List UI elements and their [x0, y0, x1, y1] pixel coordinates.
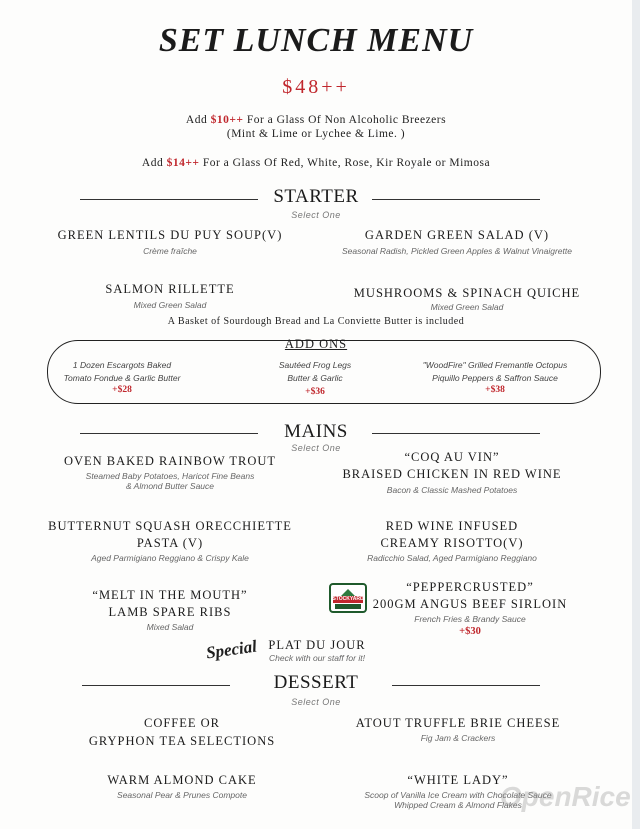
- add-on-price: +$36: [305, 387, 325, 397]
- add-on-item: Sautéed Frog Legs Butter & Garlic +$36: [245, 359, 385, 397]
- plat-du-jour: PLAT DU JOUR Check with our staff for it!: [268, 638, 366, 663]
- dish-desc: Seasonal Radish, Pickled Green Apples & Walnut Vinaigrette: [342, 246, 572, 256]
- add-on-price: +$28: [112, 385, 132, 395]
- add-on-price: +$38: [485, 385, 505, 395]
- dish-desc: Crème fraîche: [143, 246, 197, 256]
- starter-heading: STARTER: [273, 186, 359, 207]
- main-item: OVEN BAKED RAINBOW TROUT Steamed Baby Potatoes, Haricot Fine Beans & Almond Butter Sauce: [63, 454, 277, 491]
- dish-price: +$30: [459, 626, 481, 637]
- dish-name: SALMON RILLETTE: [105, 282, 235, 296]
- dessert-select-note: Select One: [291, 697, 341, 707]
- main-item: RED WINE INFUSED CREAMY RISOTTO(V) Radicchio Salad, Aged Parmigiano Reggiano: [367, 519, 537, 563]
- special-label: Special: [204, 636, 259, 663]
- dish-name: GREEN LENTILS DU PUY SOUP(V): [57, 228, 283, 242]
- dish-desc: Mixed Green Salad: [133, 300, 207, 310]
- breezer-note: Add $10++ For a Glass Of Non Alcoholic Breezers: [185, 114, 447, 126]
- dessert-heading: DESSERT: [273, 672, 359, 693]
- starter-item: [40, 282, 300, 310]
- dish-desc: Mixed Green Salad: [430, 302, 504, 312]
- dish-name: GARDEN GREEN SALAD (V): [364, 228, 550, 242]
- add-ons-heading: ADD ONS: [284, 337, 348, 351]
- starter-select-note: Select One: [291, 210, 341, 220]
- main-item: “MELT IN THE MOUTH” LAMB SPARE RIBS Mixed Salad: [92, 588, 248, 632]
- bread-note: A Basket of Sourdough Bread and La Conviette Butter is included: [167, 316, 465, 327]
- mains-select-note: Select One: [291, 443, 341, 453]
- page-edge: [632, 0, 640, 829]
- set-price: $48++: [282, 76, 350, 98]
- menu-title: SET LUNCH MENU: [158, 22, 474, 59]
- dessert-item: “WHITE LADY” Scoop of Vanilla Ice Cream with Chocolate Sauce Whipped Cream & Almond Flakes: [364, 773, 552, 810]
- add-on-item: 1 Dozen Escargots Baked Tomato Fondue & Garlic Butter +$28: [52, 359, 192, 395]
- starter-item: [40, 228, 300, 256]
- stockyard-badge-icon: STOCKYARD: [329, 583, 367, 613]
- openrice-watermark: OpenRice: [500, 781, 631, 812]
- dessert-item: WARM ALMOND CAKE Seasonal Pear & Prunes Compote: [107, 773, 257, 800]
- starter-item: [322, 286, 612, 312]
- wine-note: Add $14++ For a Glass Of Red, White, Rose, Kir Royale or Mimosa: [141, 157, 491, 169]
- dessert-item: COFFEE OR GRYPHON TEA SELECTIONS: [88, 716, 276, 748]
- dessert-item: ATOUT TRUFFLE BRIE CHEESE Fig Jam & Crackers: [355, 716, 561, 743]
- add-on-item: "WoodFire" Grilled Fremantle Octopus Piquillo Peppers & Saffron Sauce +$38: [395, 359, 595, 395]
- mains-heading: MAINS: [284, 421, 348, 442]
- main-item: BUTTERNUT SQUASH ORECCHIETTE PASTA (V) Aged Parmigiano Reggiano & Crispy Kale: [48, 519, 292, 563]
- dish-name: MUSHROOMS & SPINACH QUICHE: [353, 286, 581, 300]
- starter-item: [312, 228, 602, 256]
- main-item: “PEPPERCRUSTED” 200GM ANGUS BEEF SIRLOIN French Fries & Brandy Sauce +$30: [340, 580, 600, 637]
- breezer-note-options: (Mint & Lime or Lychee & Lime. ): [226, 128, 406, 140]
- main-item: “COQ AU VIN” BRAISED CHICKEN IN RED WINE Bacon & Classic Mashed Potatoes: [342, 450, 562, 495]
